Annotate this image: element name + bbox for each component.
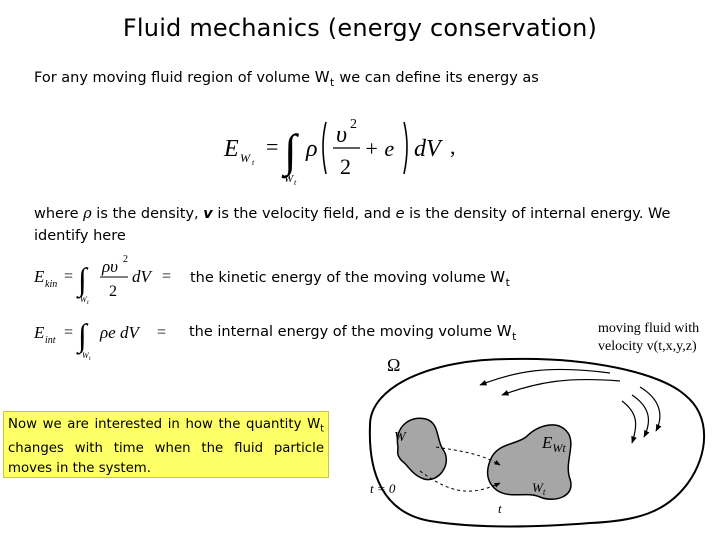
svg-text:=: = bbox=[64, 324, 74, 341]
svg-text:=: = bbox=[157, 324, 167, 341]
svg-text:W: W bbox=[82, 351, 89, 360]
svg-text:ρe dV: ρe dV bbox=[100, 323, 139, 342]
formula-numer-sup: 2 bbox=[350, 117, 357, 132]
figure-caption-line1: moving fluid with bbox=[598, 321, 700, 336]
intro-lead: For any moving fluid region of volume bbox=[34, 70, 311, 86]
svg-text:∫: ∫ bbox=[78, 261, 87, 297]
velocity-symbol: v bbox=[203, 206, 213, 222]
internal-description: the internal energy of the moving volume $W_t$ bbox=[189, 322, 517, 343]
where-paragraph: where ρ is the density, v is the velocity field, and e is the density of internal energy. We identify here bbox=[34, 206, 671, 244]
svg-text:kin: kin bbox=[45, 279, 58, 290]
slide-title: Fluid mechanics (energy conservation) bbox=[122, 14, 598, 42]
formula-dv: dV bbox=[414, 136, 441, 162]
energy-formula bbox=[222, 108, 472, 190]
svg-text:E: E bbox=[34, 267, 45, 286]
figure-caption-line2: velocity v(t,x,y,z) bbox=[598, 339, 697, 354]
svg-text:t: t bbox=[89, 356, 91, 362]
internal-formula bbox=[32, 310, 184, 364]
fluid-figure bbox=[340, 315, 720, 540]
svg-text:=: = bbox=[162, 268, 172, 285]
t0-label: t = 0 bbox=[370, 481, 396, 496]
ewt-label: $E_{Wt}$ bbox=[542, 433, 566, 455]
formula-int-subsub: t bbox=[294, 178, 297, 187]
formula-lhs: E bbox=[224, 136, 239, 162]
w-label: W bbox=[394, 430, 406, 445]
formula-plus-e: + e bbox=[364, 136, 395, 161]
svg-text:=: = bbox=[64, 268, 74, 285]
formula-int-sub: W bbox=[284, 173, 294, 185]
note-box: Now we are interested in how the quantity $W_t$ changes with time when the fluid particle moves in the system. bbox=[3, 411, 329, 478]
omega-label: Ω bbox=[387, 355, 401, 375]
svg-text:E: E bbox=[34, 323, 45, 342]
formula-comma: , bbox=[450, 134, 456, 159]
formula-denom: 2 bbox=[340, 154, 351, 179]
wt-label: $W_t$ bbox=[532, 480, 546, 497]
t-label: t bbox=[498, 501, 502, 516]
svg-text:2: 2 bbox=[123, 254, 128, 265]
svg-text:W: W bbox=[80, 295, 87, 304]
blob-wt bbox=[488, 425, 571, 499]
kinetic-formula bbox=[32, 250, 184, 308]
formula-rho: ρ bbox=[306, 136, 318, 162]
blob-w bbox=[397, 418, 446, 479]
kinetic-description: the kinetic energy of the moving volume $W_t$ bbox=[190, 268, 511, 289]
svg-text:∫: ∫ bbox=[78, 317, 87, 353]
svg-text:2: 2 bbox=[109, 283, 117, 300]
intro-tail: we can define its energy as bbox=[339, 70, 539, 86]
formula-numer: υ bbox=[336, 122, 348, 148]
formula-integral: ∫ bbox=[284, 125, 297, 176]
svg-text:ρυ: ρυ bbox=[102, 257, 118, 276]
intro-var: $W_t$ bbox=[314, 68, 335, 89]
formula-lhs-sub: W bbox=[240, 151, 250, 165]
intro-text bbox=[34, 68, 539, 89]
svg-text:int: int bbox=[45, 335, 56, 346]
rho-symbol: ρ bbox=[83, 206, 92, 222]
internal-energy-symbol: e bbox=[395, 206, 405, 222]
svg-text:t: t bbox=[87, 300, 89, 306]
svg-text:dV: dV bbox=[132, 267, 151, 286]
formula-lhs-subsub: t bbox=[252, 158, 255, 167]
formula-eq: = bbox=[266, 134, 279, 159]
